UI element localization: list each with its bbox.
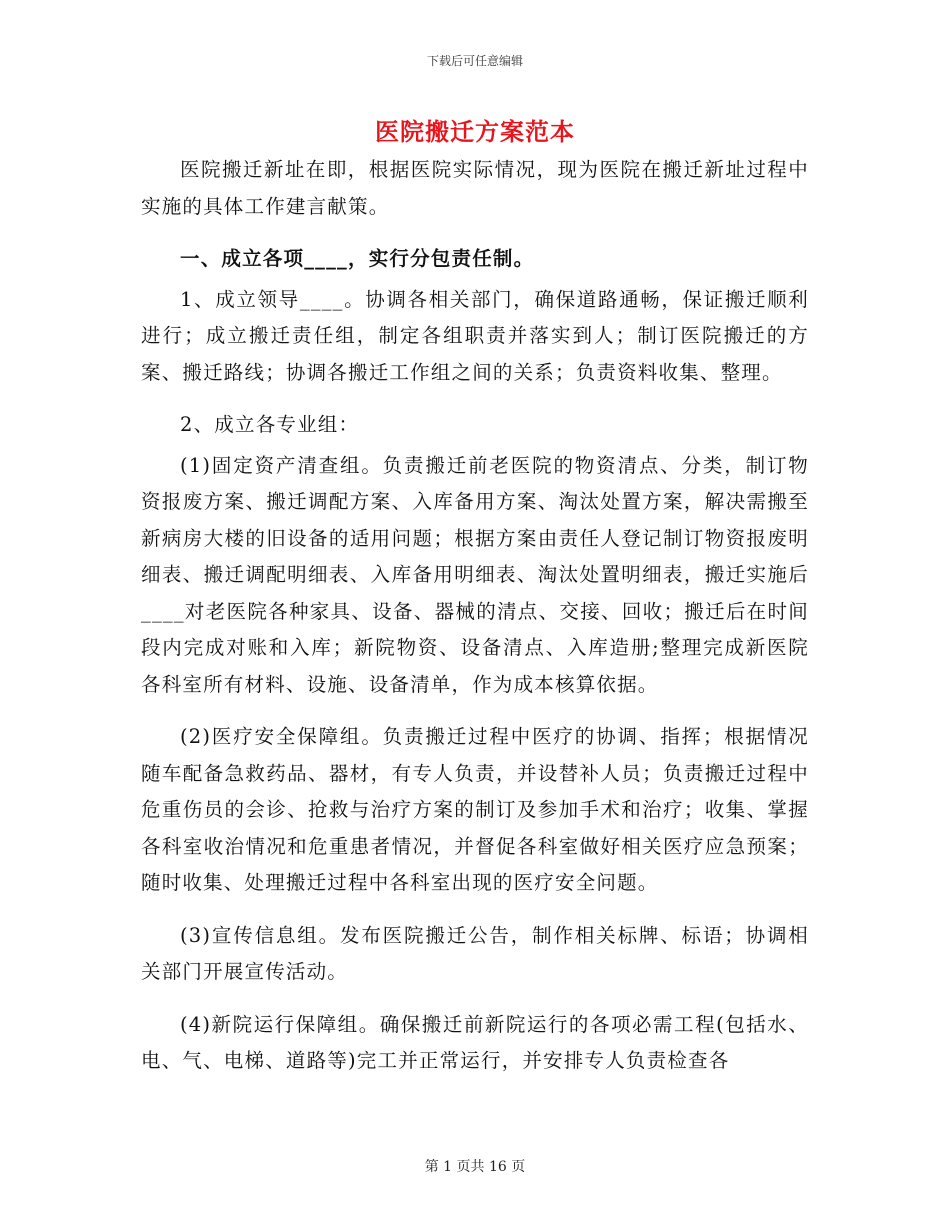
document-body (141, 152, 809, 1080)
item-paragraph: 2、成立各专业组： (180, 413, 360, 436)
sub-item-paragraph: (1)固定资产清查组。负责搬迁前老医院的物资清点、分类，制订物资报废方案、搬迁调配方案、入库备用方案、淘汰处置方案，解决需搬至新病房大楼的旧设备的适用问题；根据方案由责任人登记制订物资报废明细表、搬迁调配明细表、入库备用明细表、淘汰处置明细表，搬迁实施后____对老医院各种家具、设备、器械的清点、交接、回收；搬迁后在时间段内完成对账和入库；新院物资、设备清点、入库造册;整理完成新医院各科室所有材料、设施、设备清单，作为成本核算依据。 (141, 453, 809, 696)
item-paragraph: 1、成立领导____。协调各相关部门，确保道路通畅，保证搬迁顺利进行；成立搬迁责任组，制定各组职责并落实到人；制订医院搬迁的方案、搬迁路线；协调各搬迁工作组之间的关系；负责资料收集、整理。 (141, 287, 809, 384)
page-header: 下载后可任意编辑 (426, 54, 523, 68)
sub-item-paragraph: (4)新院运行保障组。确保搬迁前新院运行的各项必需工程(包括水、电、气、电梯、道路等)完工并正常运行，并安排专人负责检查各 (141, 1012, 809, 1072)
intro-paragraph: 医院搬迁新址在即，根据医院实际情况，现为医院在搬迁新址过程中实施的具体工作建言献策。 (141, 158, 809, 218)
document-title: 医院搬迁方案范本 (375, 117, 575, 146)
sub-item-paragraph: (3)宣传信息组。发布医院搬迁公告，制作相关标牌、标语；协调相关部门开展宣传活动。 (141, 923, 809, 983)
page-footer: 第 1 页共 16 页 (424, 1159, 526, 1175)
section-heading: 一、成立各项____，实行分包责任制。 (180, 247, 535, 270)
sub-item-paragraph: (2)医疗安全保障组。负责搬迁过程中医疗的协调、指挥；根据情况随车配备急救药品、器材，有专人负责，并设替补人员；负责搬迁过程中危重伤员的会诊、抢救与治疗方案的制订及参加手术和治疗；收集、掌握各科室收治情况和危重患者情况，并督促各科室做好相关医疗应急预案；随时收集、处理搬迁过程中各科室出现的医疗安全问题。 (141, 725, 809, 894)
